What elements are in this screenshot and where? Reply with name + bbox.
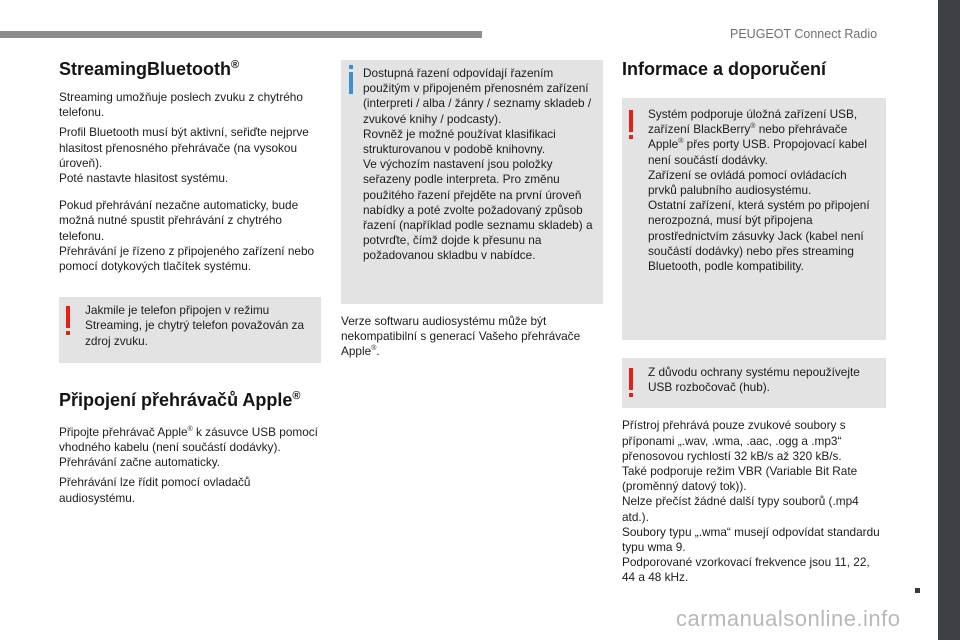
warning-text-streaming: Jakmile je telefon připojen v režimu Streaming, je chytrý telefon považován za zdroj zvuku.	[85, 303, 305, 348]
paragraph-software-compat: Verze softwaru audiosystému může být nekompatibilní s generací Vašeho přehrávače Apple®.	[341, 314, 581, 359]
paragraph-streaming-intro: Streaming umožňuje poslech zvuku z chytrého telefonu.	[59, 90, 303, 120]
warning-box-hub	[622, 358, 886, 408]
paragraph-playback-start: Pokud přehrávání nezačne automaticky, bude možná nutné spustit přehrávání z chytrého telefonu. Přehrávání je řízeno z připojeného zařízení nebo pomocí dotykových tlačítek systému.	[59, 198, 315, 274]
column-sorting	[341, 60, 603, 360]
header-bar	[0, 31, 482, 38]
paragraph-bluetooth-profile: Profil Bluetooth musí být aktivní, seřiďte nejprve hlasitost přenosného přehrávače (na vysokou úroveň). Poté nastavte hlasitost systému.	[59, 125, 309, 186]
manual-title: PEUGEOT Connect Radio	[730, 27, 878, 41]
watermark-text: carmanualsonline.info	[676, 606, 901, 631]
warning-text-usb: Systém podporuje úložná zařízení USB, zařízení BlackBerry® nebo přehrávače Apple® přes porty USB. Propojovací kabel není součástí dodávky. Zařízení se ovládá pomocí ovládacích prvků palubního audiosystému. Ostatní zařízení, která systém po připojení nerozpozná, musí být připojena prostřednictvím zásuvky Jack (kabel není součástí dodávky) nebo přes streaming Bluetooth, podle kompatibility.	[648, 107, 870, 274]
info-text-sorting: Dostupná řazení odpovídají řazením použitým v připojeném přenosném zařízení (interpreti / alba / žánry / seznamy skladeb / zvukové knihy / podcasty). Rovněž je možné používat klasifikaci strukturovanou v podobě knihovny. Ve výchozím nastavení jsou položky seřazeny podle interpreta. Pro změnu použitého řazení přejděte na první úroveň nabídky a poté zvolte požadovaný způsob řazení (například podle seznamu skladeb) a potvrďte, čímž dojde k přesunu na požadovanou skladbu v nabídce.	[363, 66, 593, 263]
exclamation-icon	[66, 306, 70, 328]
end-marker	[915, 588, 920, 593]
heading-streaming-bluetooth: StreamingBluetooth®	[59, 59, 240, 79]
heading-info-recommendations: Informace a doporučení	[622, 59, 827, 79]
column-streaming	[59, 58, 321, 506]
warning-box-usb	[622, 98, 886, 340]
column-recommendations	[622, 58, 886, 586]
info-box-sorting	[341, 60, 603, 304]
exclamation-icon	[629, 368, 633, 390]
heading-apple-players: Připojení přehrávačů Apple®	[59, 389, 301, 410]
warning-box-streaming	[59, 297, 321, 363]
exclamation-icon	[629, 110, 633, 132]
side-tab-bar	[938, 0, 960, 640]
info-icon	[349, 72, 353, 94]
paragraph-file-formats: Přístroj přehrává pouze zvukové soubory s příponami „.wav, .wma, .aac, .ogg a .mp3“ přenosovou rychlostí 32 kB/s až 320 kB/s. Také podporuje režim VBR (Variable Bit Rate (proměnný datový tok)). Nelze přečíst žádné další typy souborů (.mp4 atd.). Soubory typu „.wma“ musejí odpovídat standardu typu wma 9. Podporované vzorkovací frekvence jsou 11, 22, 44 a 48 kHz.	[622, 418, 880, 585]
paragraph-connect-apple: Připojte přehrávač Apple® k zásuvce USB pomocí vhodného kabelu (není součástí dodávky). Přehrávání začne automaticky.	[59, 424, 318, 470]
warning-text-hub: Z důvodu ochrany systému nepoužívejte USB rozbočovač (hub).	[648, 365, 860, 395]
paragraph-apple-control: Přehrávání lze řídit pomocí ovladačů audiosystému.	[59, 475, 251, 505]
